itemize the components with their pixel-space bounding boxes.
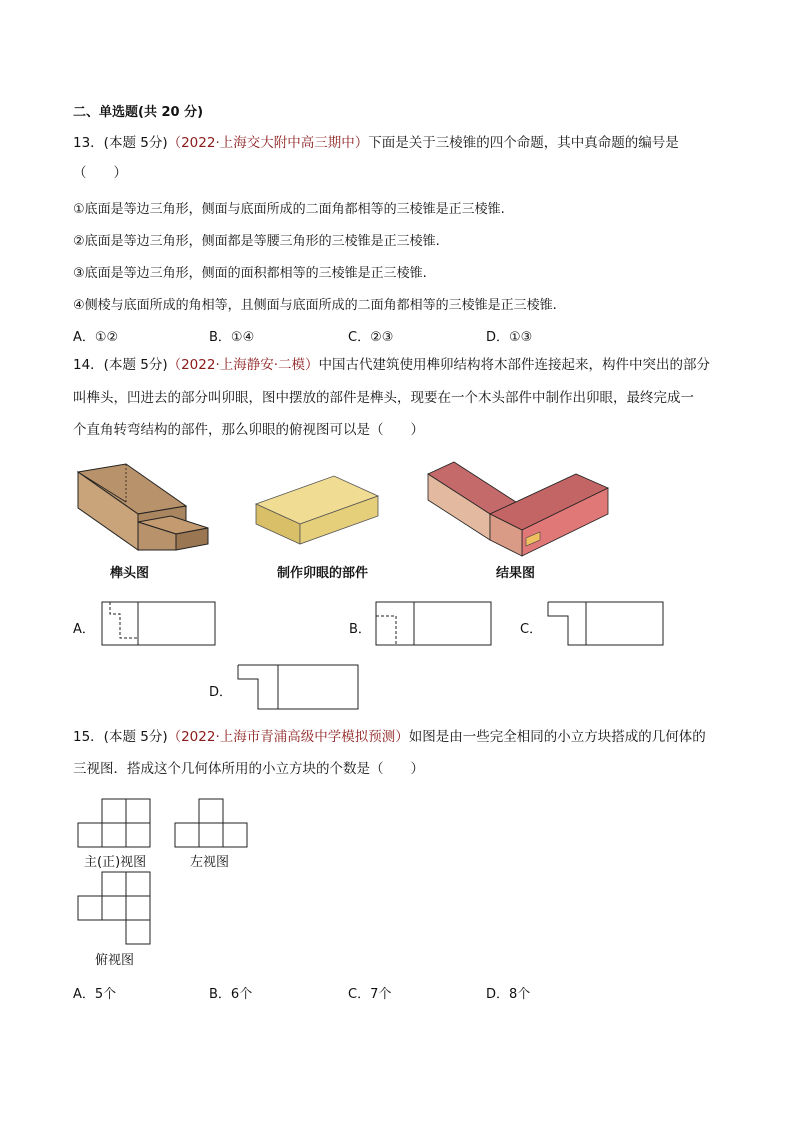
q13-option-a[interactable]: A．①② (73, 330, 119, 345)
q15-option-a[interactable]: A．5个 (73, 987, 117, 1002)
q15-option-b[interactable]: B．6个 (209, 987, 253, 1002)
q14-source: （2022·上海静安·二模） (167, 357, 319, 373)
q13-option-d[interactable]: D．①③ (486, 330, 533, 345)
question-14-header (73, 355, 710, 375)
q13-paren: （ ） (73, 165, 127, 181)
front-view-label: 主(正)视图 (84, 855, 147, 870)
q15-option-c[interactable]: C．7个 (348, 987, 392, 1002)
q14-prefix: 14．(本题 5分) (73, 357, 168, 373)
q15-line1: 如图是由一些完全相同的小立方块搭成的几何体的 (408, 729, 706, 745)
tenon-illustration (76, 462, 212, 552)
q15-line2: 三视图．搭成这个几何体所用的小立方块的个数是（ ） (73, 761, 424, 777)
q14-option-a-label[interactable]: A． (73, 622, 95, 637)
q13-statement-1: ①底面是等边三角形，侧面与底面所成的二面角都相等的三棱锥是正三棱锥. (73, 202, 505, 217)
q13-statement-2: ②底面是等边三角形，侧面都是等腰三角形的三棱锥是正三棱锥. (73, 234, 440, 249)
q13-option-c[interactable]: C．②③ (348, 330, 394, 345)
top-view-figure (78, 871, 154, 947)
q14-option-d-figure[interactable] (238, 665, 360, 711)
q13-statement-4: ④侧棱与底面所成的角相等，且侧面与底面所成的二面角都相等的三棱锥是正三棱锥. (73, 298, 557, 313)
question-15-header (73, 727, 706, 747)
result-caption: 结果图 (496, 566, 536, 581)
left-view-label: 左视图 (190, 855, 230, 870)
q14-option-c-label[interactable]: C． (520, 622, 543, 637)
section-title: 二、单选题(共 20 分) (73, 105, 204, 120)
block-caption: 制作卯眼的部件 (277, 566, 369, 581)
q14-option-d-label[interactable]: D． (209, 685, 233, 700)
q14-line3: 个直角转弯结构的部件，那么卯眼的俯视图可以是（ ） (73, 422, 424, 438)
front-view-figure (78, 798, 154, 850)
top-view-label: 俯视图 (95, 953, 135, 968)
q14-option-b-label[interactable]: B． (349, 622, 371, 637)
q15-prefix: 15．(本题 5分) (73, 729, 168, 745)
left-view-figure (175, 798, 251, 850)
q13-prefix: 13．(本题 5分) (73, 135, 168, 151)
q13-statement-3: ③底面是等边三角形，侧面的面积都相等的三棱锥是正三棱锥. (73, 266, 427, 281)
block-illustration (254, 472, 382, 548)
q14-option-b-figure[interactable] (376, 602, 492, 646)
q13-text: 下面是关于三棱锥的四个命题，其中真命题的编号是 (368, 135, 679, 151)
result-illustration (426, 460, 610, 560)
q14-option-a-figure[interactable] (102, 602, 216, 646)
q14-option-c-figure[interactable] (548, 602, 664, 646)
q13-option-b[interactable]: B．①④ (209, 330, 255, 345)
tenon-caption: 榫头图 (110, 566, 150, 581)
q14-line2: 叫榫头，凹进去的部分叫卯眼，图中摆放的部件是榫头，现要在一个木头部件中制作出卯眼，最终完成一 (73, 390, 694, 406)
q15-option-d[interactable]: D．8个 (486, 987, 531, 1002)
question-13-header (73, 133, 679, 153)
q15-source: （2022·上海市青浦高级中学模拟预测） (167, 729, 409, 745)
q14-line1: 中国古代建筑使用榫卯结构将木部件连接起来，构件中突出的部分 (318, 357, 711, 373)
q13-source: （2022·上海交大附中高三期中） (167, 135, 369, 151)
